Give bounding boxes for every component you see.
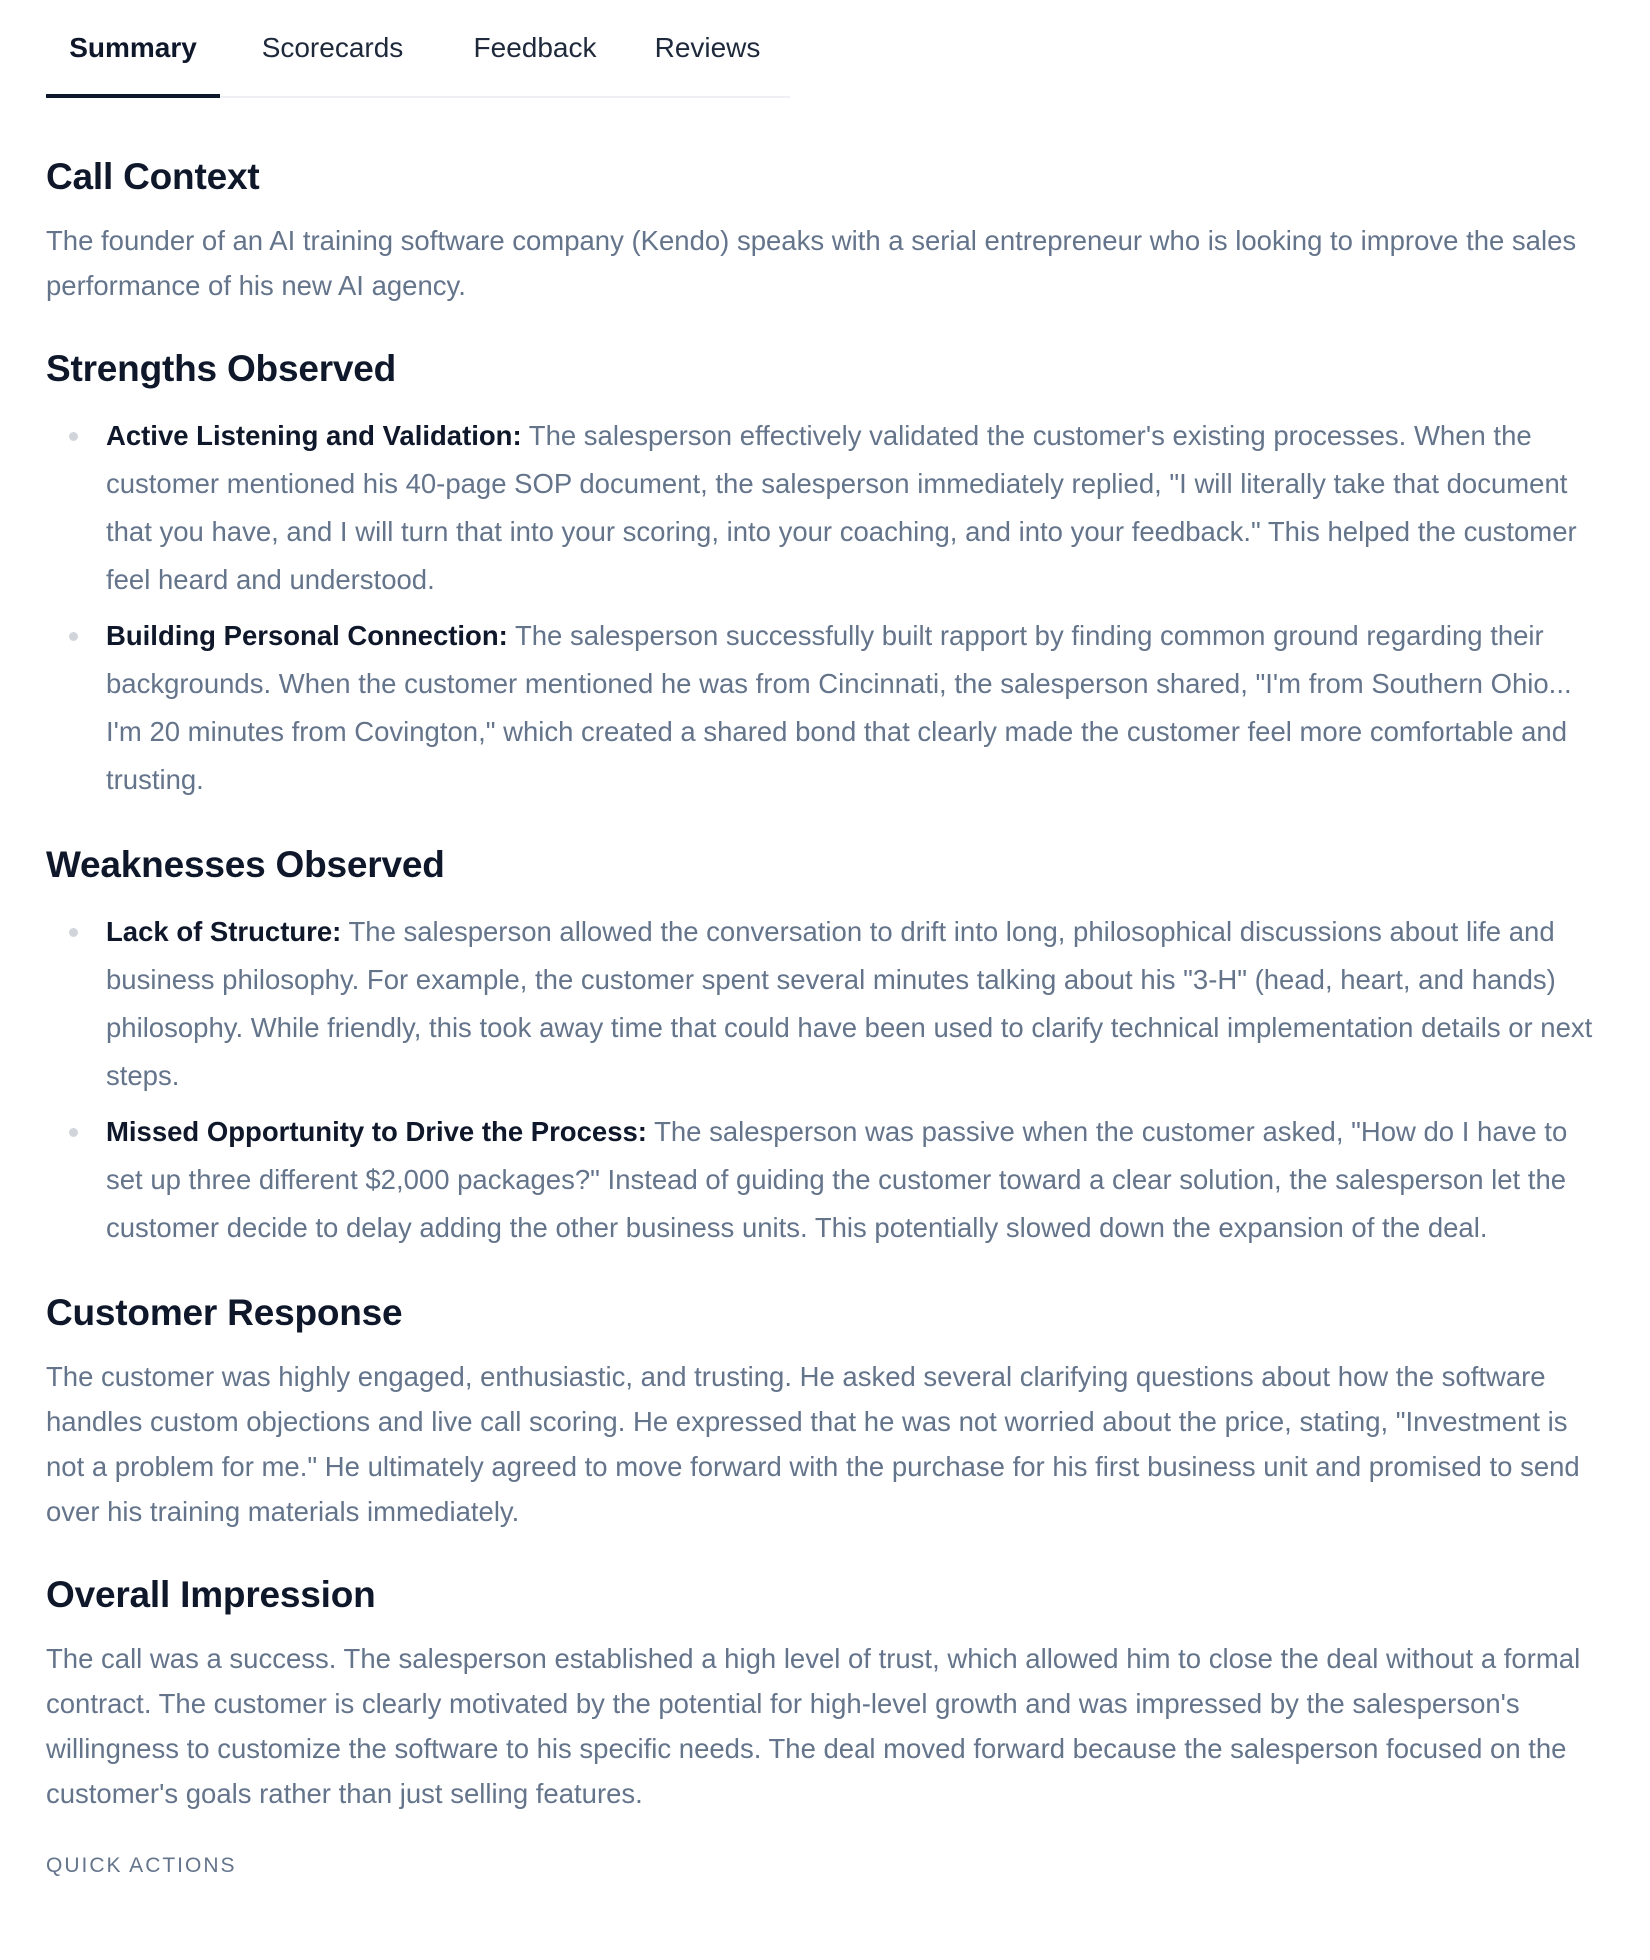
tab-reviews[interactable] <box>625 0 790 96</box>
tab-summary-label: Summary <box>69 32 197 63</box>
weaknesses-heading: Weaknesses Observed <box>46 844 445 885</box>
list-item <box>106 612 1604 804</box>
list-item <box>106 908 1604 1100</box>
customer-response-section <box>46 1292 1604 1534</box>
quick-actions-heading: QUICK ACTIONS <box>46 1854 237 1877</box>
call-context-section <box>46 156 1604 308</box>
tab-scorecards[interactable] <box>220 0 445 96</box>
list-item <box>106 1108 1604 1252</box>
weaknesses-section <box>46 844 1604 1252</box>
strengths-heading: Strengths Observed <box>46 348 397 389</box>
call-context-heading: Call Context <box>46 156 260 197</box>
customer-response-heading: Customer Response <box>46 1292 403 1333</box>
overall-impression-heading: Overall Impression <box>46 1574 376 1615</box>
tab-scorecards-label: Scorecards <box>261 32 404 63</box>
call-context-text: The founder of an AI training software company (Kendo) speaks with a serial entrepreneur who is looking to improve the sales performance of his new AI agency. <box>46 225 1577 301</box>
strengths-list <box>46 412 1604 804</box>
tab-feedback-label: Feedback <box>473 32 597 63</box>
strength-text: The salesperson successfully built rapport by finding common ground regarding their backgrounds. When the customer mentioned he was from Cincinnati, the salesperson shared, "I'm from Southern Ohio... I'm 20 minutes from Covington," which created a shared bond that clearly made the customer feel more comfortable and trusting. <box>106 620 1572 795</box>
strengths-section <box>46 348 1604 804</box>
list-item <box>106 412 1604 604</box>
customer-response-text: The customer was highly engaged, enthusiastic, and trusting. He asked several clarifying questions about how the software handles custom objections and live call scoring. He expressed that he was not worried about the price, stating, "Investment is not a problem for me." He ultimately agreed to move forward with the purchase for his first business unit and promised to send over his training materials immediately. <box>46 1361 1580 1527</box>
tab-reviews-label: Reviews <box>654 32 761 63</box>
tab-bar <box>46 0 790 98</box>
weaknesses-list <box>46 908 1604 1252</box>
tab-summary[interactable] <box>46 0 220 96</box>
strength-label: Active Listening and Validation: <box>106 420 522 451</box>
strength-text: The salesperson effectively validated the customer's existing processes. When the customer mentioned his 40-page SOP document, the salesperson immediately replied, "I will literally take that document that you have, and I will turn that into your scoring, into your coaching, and into your feedback." This helped the customer feel heard and understood. <box>106 420 1577 595</box>
tab-feedback[interactable] <box>445 0 625 96</box>
overall-impression-section <box>46 1574 1604 1816</box>
overall-impression-text: The call was a success. The salesperson established a high level of trust, which allowed him to close the deal without a formal contract. The customer is clearly motivated by the potential for high-level growth and was impressed by the salesperson's willingness to customize the software to his specific needs. The deal moved forward because the salesperson focused on the customer's goals rather than just selling features. <box>46 1643 1581 1809</box>
weakness-label: Lack of Structure: <box>106 916 342 947</box>
weakness-text: The salesperson allowed the conversation to drift into long, philosophical discussions about life and business philosophy. For example, the customer spent several minutes talking about his "3-H" (head, heart, and hands) philosophy. While friendly, this took away time that could have been used to clarify technical implementation details or next steps. <box>106 916 1593 1091</box>
weakness-text: The salesperson was passive when the customer asked, "How do I have to set up three different $2,000 packages?" Instead of guiding the customer toward a clear solution, the salesperson let the customer decide to delay adding the other business units. This potentially slowed down the expansion of the deal. <box>106 1116 1568 1243</box>
weakness-label: Missed Opportunity to Drive the Process: <box>106 1116 647 1147</box>
strength-label: Building Personal Connection: <box>106 620 508 651</box>
